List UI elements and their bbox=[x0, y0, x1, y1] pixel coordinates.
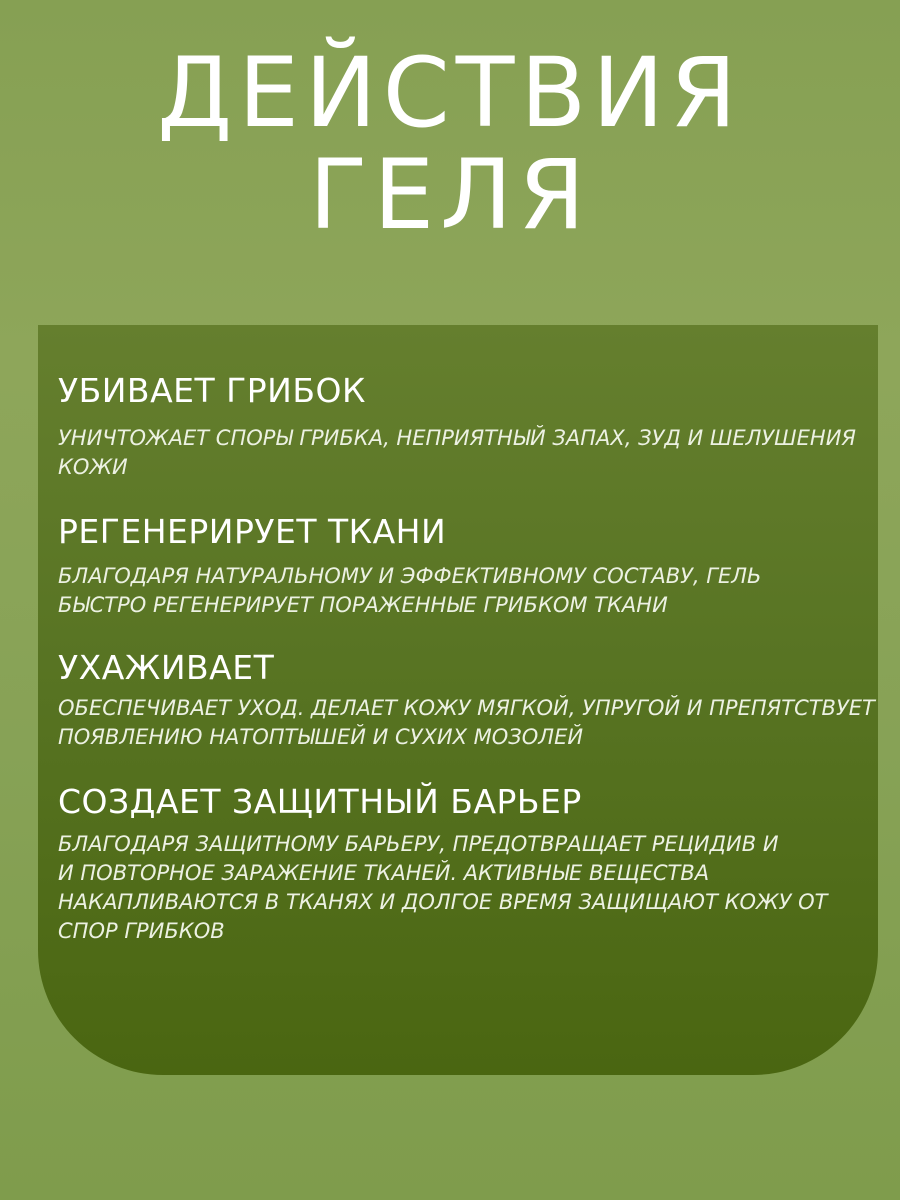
feature-description-line: КОЖИ bbox=[58, 455, 128, 479]
feature-description-line: БЛАГОДАРЯ ЗАЩИТНОМУ БАРЬЕРУ, ПРЕДОТВРАЩАЕТ РЕЦИДИВ И bbox=[58, 832, 779, 856]
feature-description bbox=[58, 562, 868, 620]
feature-title: УБИВАЕТ ГРИБОК bbox=[58, 371, 366, 410]
feature-description-line: СПОР ГРИБКОВ bbox=[58, 919, 225, 943]
feature-description-line: УНИЧТОЖАЕТ СПОРЫ ГРИБКА, НЕПРИЯТНЫЙ ЗАПАХ, ЗУД И ШЕЛУШЕНИЯ bbox=[58, 426, 856, 450]
feature-description-line: ОБЕСПЕЧИВАЕТ УХОД. ДЕЛАЕТ КОЖУ МЯГКОЙ, УПРУГОЙ И ПРЕПЯТСТВУЕТ bbox=[58, 696, 875, 720]
feature-description-line: БЫСТРО РЕГЕНЕРИРУЕТ ПОРАЖЕННЫЕ ГРИБКОМ ТКАНИ bbox=[58, 593, 668, 617]
page-title bbox=[0, 37, 900, 251]
feature-protective-barrier bbox=[58, 782, 868, 946]
feature-description-line: НАКАПЛИВАЮТСЯ В ТКАНЯХ И ДОЛГОЕ ВРЕМЯ ЗАЩИЩАЮТ КОЖУ ОТ bbox=[58, 890, 828, 914]
feature-regenerates-tissue bbox=[58, 512, 868, 620]
features-panel bbox=[38, 325, 878, 1075]
feature-description bbox=[58, 424, 868, 482]
feature-description bbox=[58, 830, 868, 946]
feature-title: УХАЖИВАЕТ bbox=[58, 648, 275, 687]
feature-description bbox=[58, 694, 875, 752]
feature-kills-fungus bbox=[58, 371, 868, 482]
feature-description-line: БЛАГОДАРЯ НАТУРАЛЬНОМУ И ЭФФЕКТИВНОМУ СОСТАВУ, ГЕЛЬ bbox=[58, 564, 762, 588]
feature-description-line: ПОЯВЛЕНИЮ НАТОПТЫШЕЙ И СУХИХ МОЗОЛЕЙ bbox=[58, 725, 584, 749]
feature-care bbox=[58, 648, 875, 752]
feature-title: СОЗДАЕТ ЗАЩИТНЫЙ БАРЬЕР bbox=[58, 782, 582, 821]
feature-description-line: И ПОВТОРНОЕ ЗАРАЖЕНИЕ ТКАНЕЙ. АКТИВНЫЕ ВЕЩЕСТВА bbox=[58, 861, 710, 885]
page-title-line-1: ДЕЙСТВИЯ bbox=[157, 37, 743, 149]
feature-title: РЕГЕНЕРИРУЕТ ТКАНИ bbox=[58, 512, 447, 551]
page-title-line-2: ГЕЛЯ bbox=[308, 139, 592, 251]
